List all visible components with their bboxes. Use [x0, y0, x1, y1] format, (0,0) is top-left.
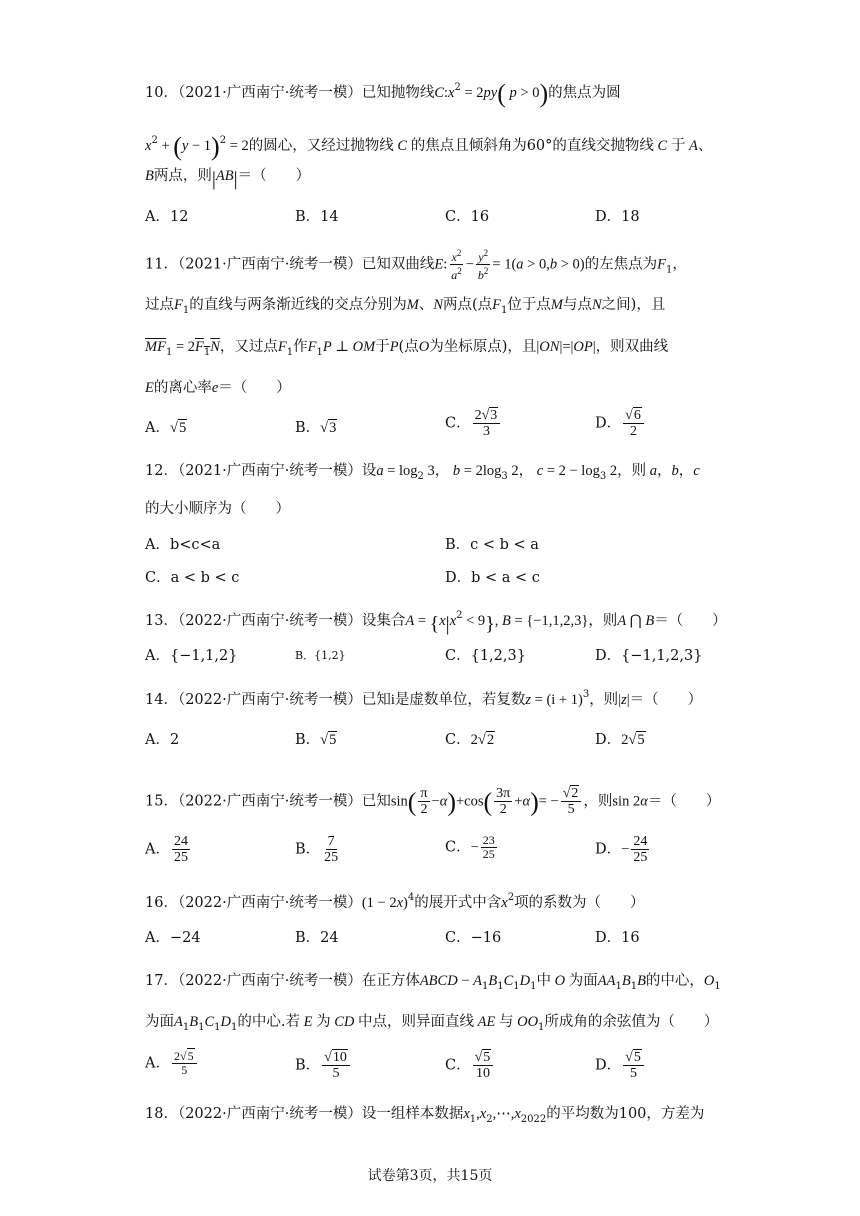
question-10-line-3: B两点，则|AB|＝（ ） [145, 168, 311, 190]
q16-option-b[interactable]: B．24 [295, 930, 339, 946]
q10-option-b[interactable]: B．14 [295, 209, 339, 225]
question-15-line-1: 15．（2022·广西南宁·统考一模）已知sin( $\frac{\pi}{2}$ −α)+cos( $\frac{3\pi}{2}$ +α)= − $\frac{√2}{5}$ ，则sin 2α＝（ ） [145, 786, 721, 817]
q17-option-c[interactable]: C． $\frac{√5}{10}$ [445, 1050, 495, 1081]
q13-option-b[interactable]: B．{1,2} [295, 649, 346, 662]
q15-option-c[interactable]: C．− $\frac{23}{25}$ [445, 833, 495, 861]
q15-option-d[interactable]: D．− $\frac{24}{25}$ [595, 834, 648, 865]
question-10-line-1: 10．（2021·广西南宁·统考一模）已知抛物线$C:x^2 = 2py$( p > 0)的焦点为圆 [145, 79, 621, 108]
q15-option-b[interactable]: B． $\frac{7}{25}$ [295, 834, 339, 865]
question-17-line-1: 17．（2022·广西南宁·统考一模）在正方体ABCD − $A_1B_1C_1D_1$中 O 为面$AA_1B_1B$的中心，$O_1$ [145, 973, 721, 992]
question-11-line-1: 11．（2021·广西南宁·统考一模）已知双曲线E: $\frac{x^2}{a^2}$ − $\frac{y^2}{b^2}$ = 1(a > 0,b > 0)的左焦点为$F_1$， [145, 248, 687, 282]
question-12-line-1: 12．（2021·广西南宁·统考一模）设$a = \log_2 3$， $b = 2\log_3$ 2， $c = 2 - \log_3 2$，则 a，b，c [145, 463, 700, 482]
q16-option-d[interactable]: D．16 [595, 930, 640, 946]
q14-option-d[interactable]: D．2√5 [595, 732, 645, 748]
q11-option-c[interactable]: C． $\frac{2√3}{3}$ [445, 408, 502, 439]
q17-option-b[interactable]: B． $\frac{√10}{5}$ [295, 1050, 352, 1081]
question-17-line-2: 为面$A_1B_1C_1D_1$的中心.若 E 为 CD 中点，则异面直线 AE 与 $OO_1$所成角的余弦值为（ ） [145, 1014, 719, 1033]
q16-option-c[interactable]: C．−16 [445, 930, 502, 946]
q13-option-c[interactable]: C．{1,2,3} [445, 648, 526, 664]
q10-option-d[interactable]: D．18 [595, 209, 640, 225]
q12-option-a[interactable]: A．b<c<a [145, 537, 221, 553]
question-13-line-1: 13．（2022·广西南宁·统考一模）设集合$A = \{x|x^2 < 9\}$, B = {−1,1,2,3}，则A ⋂ B＝（ ） [145, 610, 727, 635]
question-11-line-4: E的离心率e＝（ ） [145, 380, 291, 396]
q14-option-b[interactable]: B．√5 [295, 732, 337, 748]
q11-option-b[interactable]: B．√3 [295, 420, 337, 436]
q13-option-a[interactable]: A．{−1,1,2} [145, 648, 238, 664]
q12-option-d[interactable]: D．b < a < c [445, 570, 540, 586]
q10-option-c[interactable]: C．16 [445, 209, 490, 225]
page-footer: 试卷第3页，共15页 [367, 1168, 493, 1184]
q17-option-d[interactable]: D． $\frac{√5}{5}$ [595, 1050, 646, 1081]
question-16-line-1: 16．（2022·广西南宁·统考一模）$(1 - 2x)^4$的展开式中含$x^2$项的系数为（ ） [145, 892, 645, 911]
question-11-line-3: $\overline{MF}_1 = 2\overline{F}_1\overline{N}$，又过点$F_1$作$F_1P$ ⊥ OM于P(点O为坐标原点)，且|ON|=|OP|，则双曲线 [145, 339, 669, 358]
q17-option-a[interactable]: A． $\frac{2√5}{5}$ [145, 1050, 199, 1077]
question-12-line-2: 的大小顺序为（ ） [145, 501, 290, 517]
q15-option-a[interactable]: A． $\frac{24}{25}$ [145, 834, 188, 865]
q14-option-c[interactable]: C．2√2 [445, 732, 495, 748]
question-11-line-2: 过点$F_1$的直线与两条渐近线的交点分别为M、N两点(点$F_1$位于点M与点N之间)，且 [145, 297, 666, 316]
question-14-line-1: 14．（2022·广西南宁·统考一模）已知i是虚数单位，若复数$z = (i + 1)^3$，则|z|＝（ ） [145, 689, 703, 708]
q12-option-b[interactable]: B．c < b < a [445, 537, 539, 553]
q12-option-c[interactable]: C．a < b < c [145, 570, 240, 586]
q11-option-a[interactable]: A．√5 [145, 420, 187, 436]
q14-option-a[interactable]: A．2 [145, 732, 180, 748]
question-18-line-1: 18．（2022·广西南宁·统考一模）设一组样本数据$x_1,x_2,\cdots,x_{2022}$的平均数为100，方差为 [145, 1106, 705, 1125]
q16-option-a[interactable]: A．−24 [145, 930, 201, 946]
q11-option-d[interactable]: D． $\frac{√6}{2}$ [595, 408, 646, 439]
q13-option-d[interactable]: D．{−1,1,2,3} [595, 648, 703, 664]
question-10-line-2: $x^2 + (y - 1)^2 = 2$的圆心，又经过抛物线 C 的焦点且倾斜角为60°的直线交抛物线 C 于 A、 [145, 132, 713, 161]
q10-option-a[interactable]: A．12 [145, 209, 189, 225]
